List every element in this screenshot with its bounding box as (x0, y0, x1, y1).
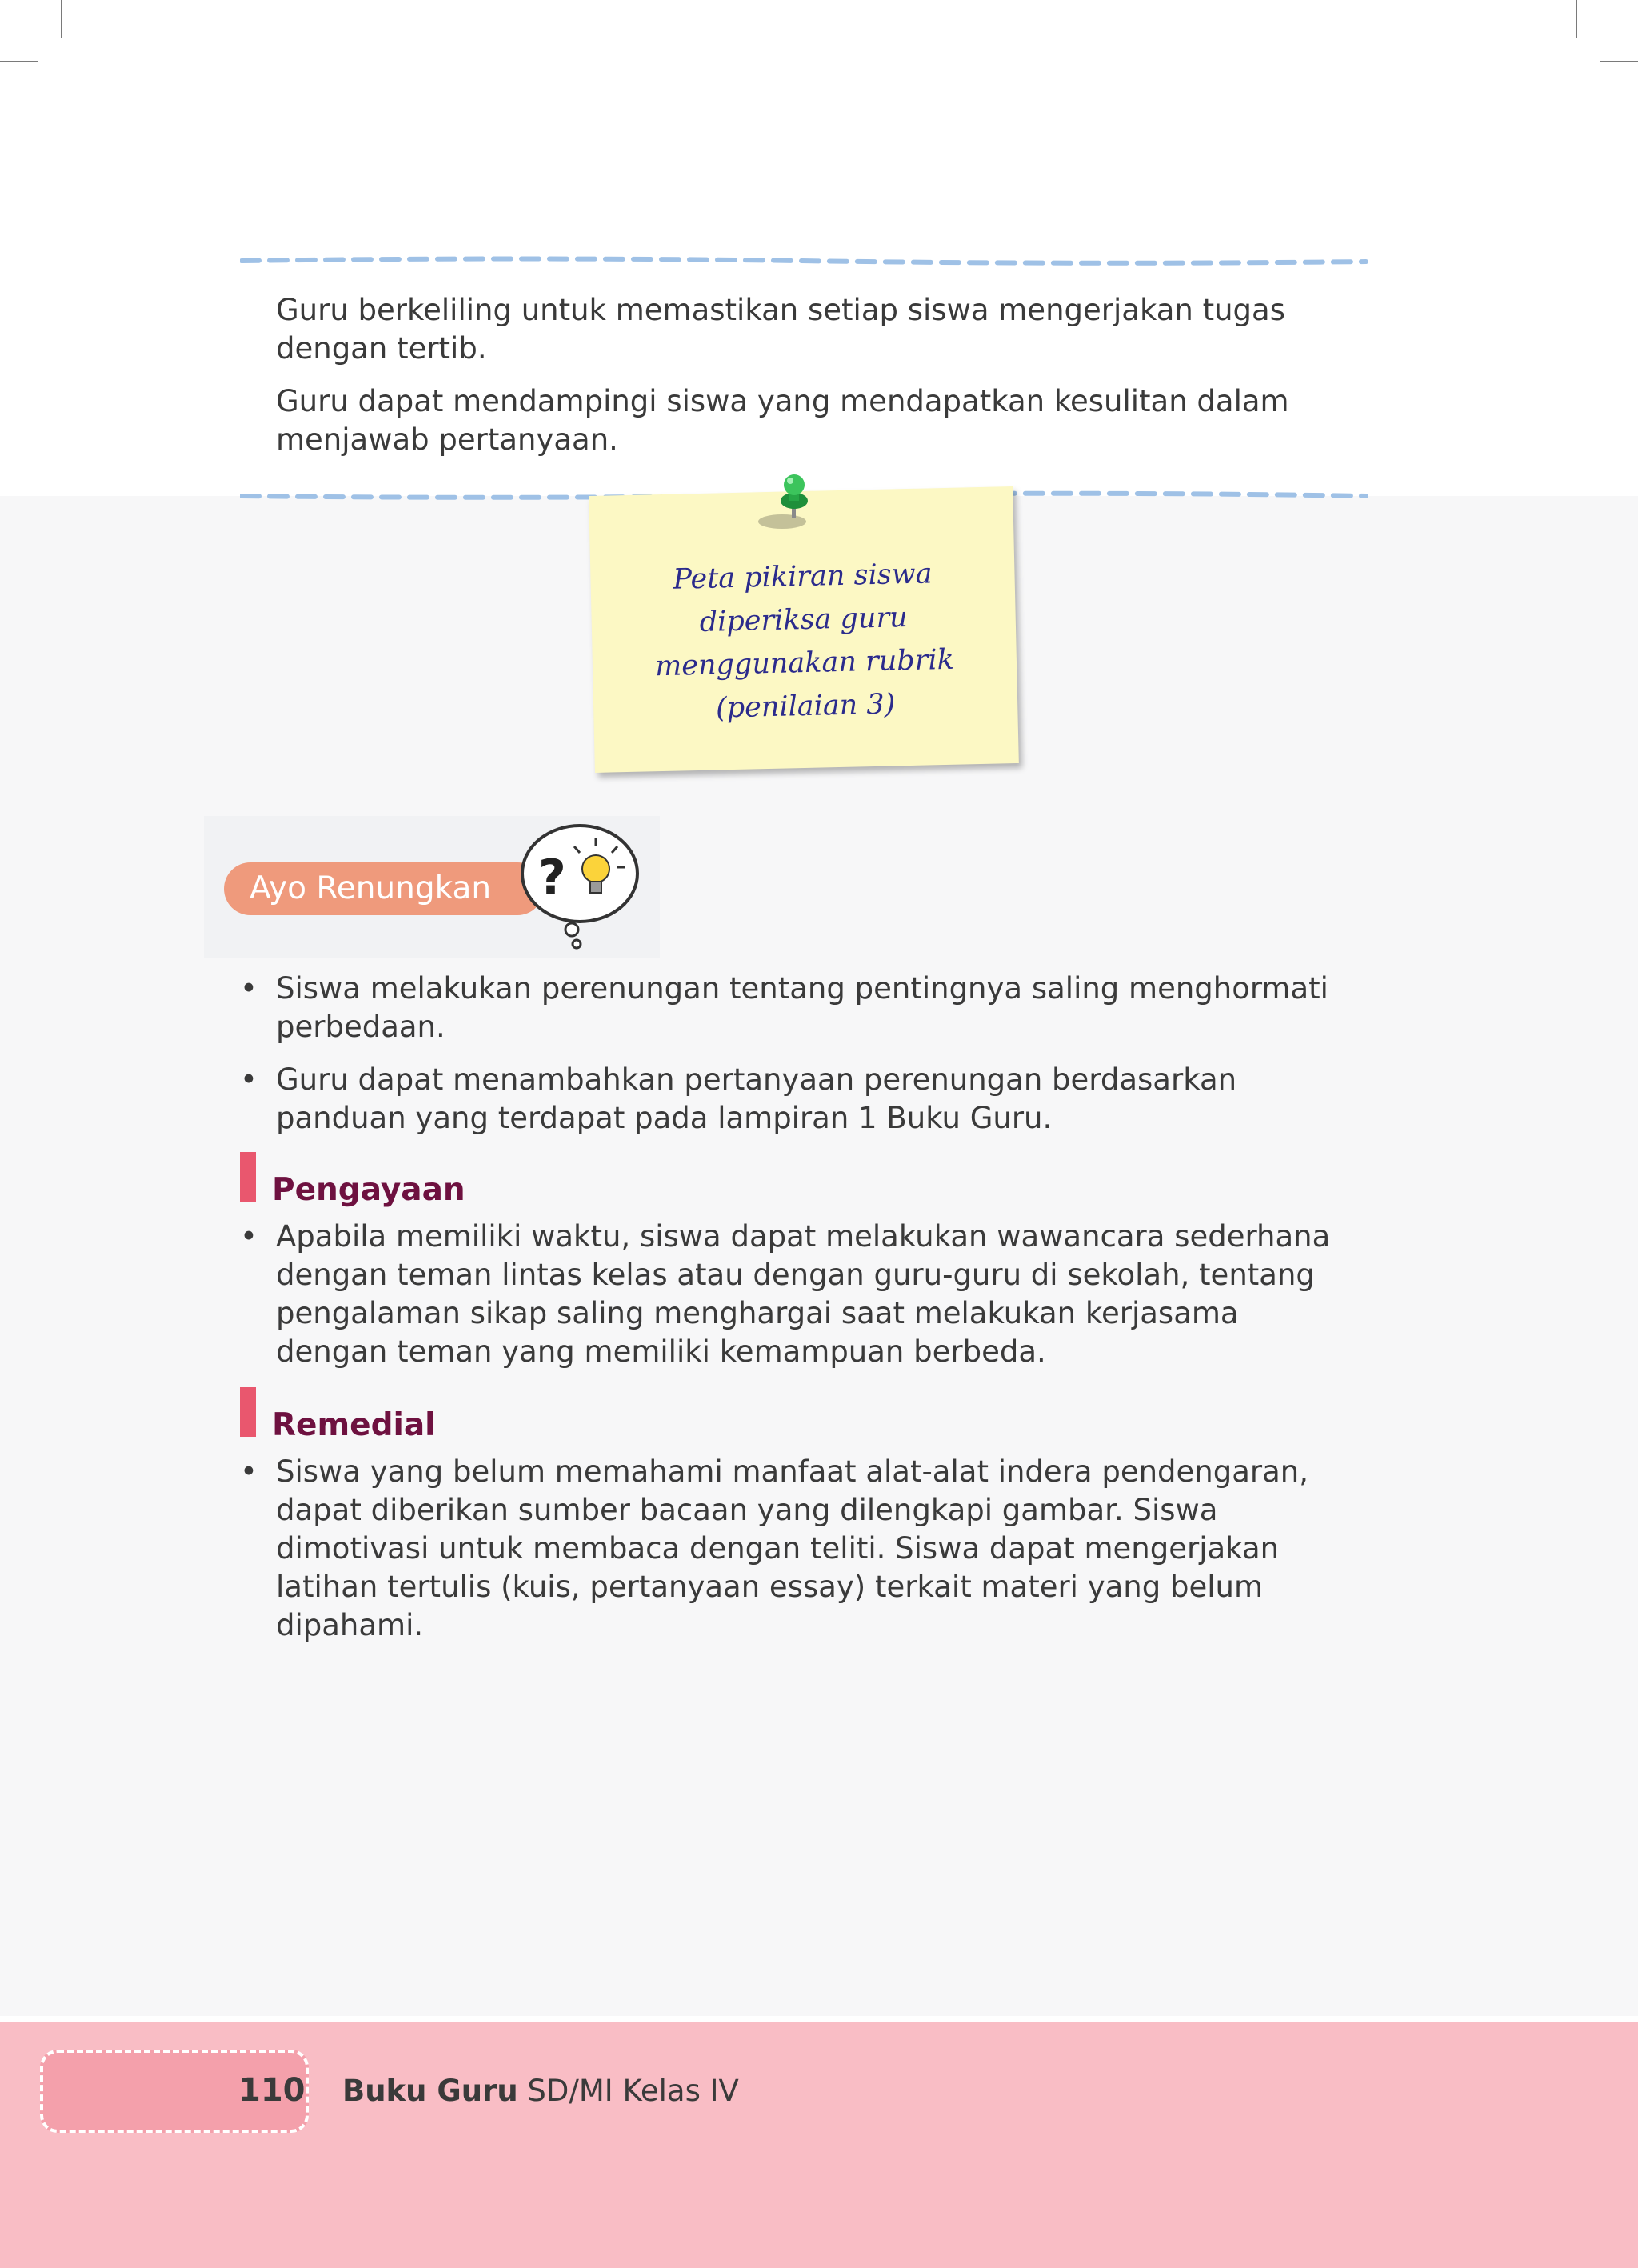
bullet-icon: • (240, 971, 258, 1006)
list-item-text: Siswa melakukan perenungan tentang pentingnya saling menghormati perbedaan. (276, 971, 1328, 1044)
bullet-icon: • (240, 1062, 258, 1097)
list-item-text: Apabila memiliki waktu, siswa dapat melakukan wawancara sederhana dengan teman lintas kelas atau dengan guru-guru di sekolah, tentang pengalaman sikap saling menghargai saat melakukan kerjasama dengan teman yang memiliki kemampuan berbeda. (276, 1219, 1331, 1369)
book-title-rest: SD/MI Kelas IV (517, 2074, 739, 2108)
activity-paragraph: Guru dapat mendampingi siswa yang mendapatkan kesulitan dalam menjawab pertanyaan. (276, 384, 1289, 457)
list-item (240, 1218, 1352, 1374)
book-title-bold: Buku Guru (342, 2074, 518, 2108)
crop-mark (0, 61, 38, 62)
crop-mark (61, 0, 62, 38)
page-number: 110 (238, 2072, 306, 2109)
bullet-icon: • (240, 1454, 258, 1489)
crop-mark (1576, 0, 1577, 38)
thought-bubble-icon (516, 818, 644, 954)
list-item-text: Siswa yang belum memahami manfaat alat-alat indera pendengaran, dapat diberikan sumber bacaan yang dilengkapi gambar. Siswa dimotivasi untuk membaca dengan teliti. Siswa dapat mengerjakan latihan tertulis (kuis, pertanyaan essay) terkait materi yang belum dipahami. (276, 1454, 1308, 1642)
pushpin-icon (744, 474, 832, 534)
crop-mark (1600, 61, 1638, 62)
sticky-note-text: Peta pikiran siswa diperiksa guru menggunakan rubrik (penilaian 3) (654, 558, 955, 725)
list-item (240, 970, 1352, 1046)
list-item (240, 1061, 1352, 1138)
svg-text:?: ? (538, 850, 566, 906)
list-item-text: Guru dapat menambahkan pertanyaan perenungan berdasarkan panduan yang terdapat pada lampiran 1 Buku Guru. (276, 1062, 1237, 1135)
dashed-divider-top (240, 254, 1368, 267)
bullet-icon: • (240, 1219, 258, 1254)
section-marker (240, 1387, 256, 1437)
section-title-remedial: Remedial (272, 1407, 436, 1443)
section-marker (240, 1152, 256, 1202)
list-item (240, 1453, 1352, 1642)
reflection-heading: Ayo Renungkan (250, 870, 492, 906)
section-title-enrichment: Pengayaan (272, 1172, 465, 1208)
activity-paragraph: Guru berkeliling untuk memastikan setiap siswa mengerjakan tugas dengan tertib. (276, 293, 1285, 366)
book-title (342, 2071, 739, 2111)
